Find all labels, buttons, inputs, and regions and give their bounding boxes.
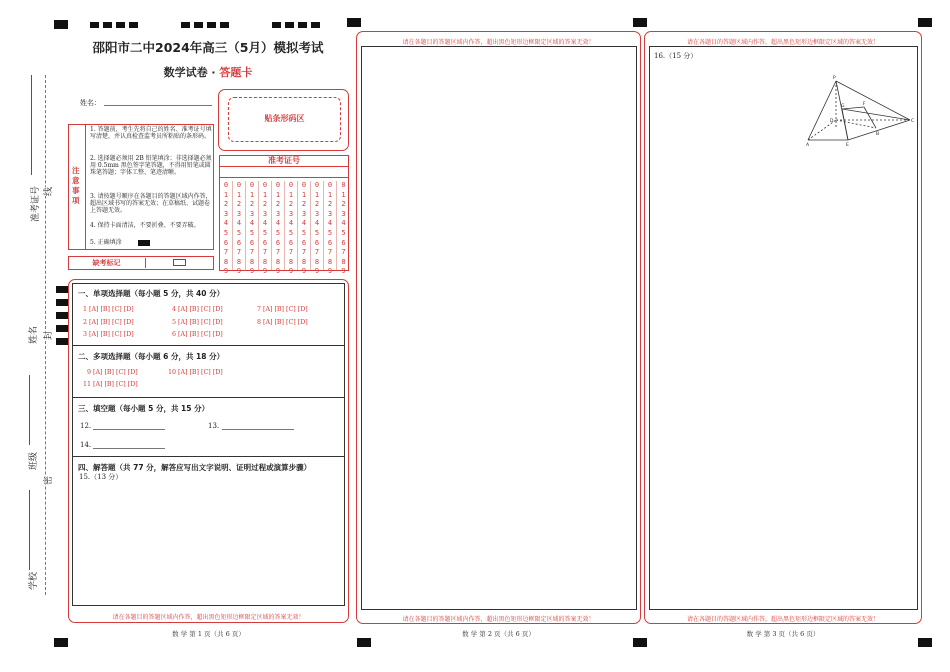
- q3-options[interactable]: 3 [A] [B] [C] [D]: [83, 331, 134, 338]
- q4-options[interactable]: 4 [A] [B] [C] [D]: [172, 306, 223, 313]
- ticket-digit-bubble[interactable]: 9: [327, 267, 333, 276]
- page2-footer: 数 学 第 2 页（共 6 页）: [462, 630, 535, 638]
- timing-mark: [207, 22, 216, 28]
- page3-warning-bottom: 请在各题目的答题区域内作答，超出黑色矩形边框限定区域的答案无效！: [686, 616, 879, 623]
- ticket-digit-bubble[interactable]: 3: [223, 209, 229, 218]
- ticket-digit-bubble[interactable]: 4: [314, 219, 320, 228]
- ticket-digit-bubble[interactable]: 0: [275, 181, 281, 189]
- absent-bubble[interactable]: [173, 259, 186, 266]
- ticket-digit-bubble[interactable]: 1: [262, 190, 268, 199]
- notice-title: 注意事项: [72, 166, 80, 205]
- ticket-digit-bubble[interactable]: 6: [275, 238, 281, 247]
- q10-options[interactable]: 10 [A] [B] [C] [D]: [168, 369, 223, 376]
- ticket-digit-bubble[interactable]: 5: [223, 228, 229, 237]
- q13-blank[interactable]: [222, 429, 294, 430]
- absent-label: 缺考标记: [68, 258, 146, 268]
- ticket-digit-bubble[interactable]: 9: [301, 267, 307, 276]
- ticket-digit-bubble[interactable]: 2: [262, 200, 268, 209]
- page2-warning-top: 请在各题目的答题区域内作答，超出黑色矩形边框限定区域的答案无效！: [402, 39, 595, 46]
- timing-mark: [103, 22, 112, 28]
- point-label-e: E: [846, 143, 849, 148]
- ticket-digit-bubble[interactable]: 8: [341, 257, 346, 266]
- timing-mark: [311, 22, 320, 28]
- ticket-digit-bubble[interactable]: 7: [327, 248, 333, 257]
- ticket-digit-bubble[interactable]: 1: [341, 190, 346, 199]
- point-label-f: F: [863, 102, 866, 107]
- timing-mark: [272, 22, 281, 28]
- margin-seal-char: 封: [41, 331, 54, 340]
- ticket-digit-bubble[interactable]: 5: [301, 228, 307, 237]
- timing-mark: [194, 22, 203, 28]
- ticket-digit-bubble[interactable]: 8: [327, 257, 333, 266]
- ticket-digit-bubble[interactable]: 6: [236, 238, 242, 247]
- ticket-digit-bubble[interactable]: 4: [236, 219, 242, 228]
- ticket-digit-bubble[interactable]: 2: [314, 200, 320, 209]
- q16-label: 16.（15 分）: [654, 52, 698, 60]
- section1-title: 一、单项选择题（每小题 5 分，共 40 分）: [78, 289, 225, 298]
- ticket-digit-bubble[interactable]: 7: [314, 248, 320, 257]
- ticket-digit-bubble[interactable]: 4: [223, 219, 229, 228]
- ticket-digit-bubble[interactable]: 0: [262, 181, 268, 189]
- q15-label: 15.（13 分）: [79, 473, 123, 481]
- ticket-digit-bubble[interactable]: 7: [223, 248, 229, 257]
- page3-footer: 数 学 第 3 页（共 6 页）: [746, 630, 820, 638]
- ticket-digit-bubble[interactable]: 8: [301, 257, 307, 266]
- q7-options[interactable]: 7 [A] [B] [C] [D]: [257, 306, 308, 313]
- ticket-digit-bubble[interactable]: 0: [223, 181, 229, 189]
- ticket-digit-bubble[interactable]: 3: [249, 209, 255, 218]
- ticket-digit-bubble[interactable]: 7: [275, 248, 281, 257]
- barcode-label: 贴条形码区: [264, 114, 305, 123]
- ticket-digit-bubble[interactable]: 7: [301, 248, 307, 257]
- ticket-digit-column[interactable]: [272, 181, 285, 276]
- ticket-digit-bubble[interactable]: 0: [236, 181, 242, 189]
- ticket-digit-column[interactable]: [220, 181, 233, 276]
- margin-class-line: [29, 375, 30, 445]
- ticket-digit-bubble[interactable]: 5: [249, 228, 255, 237]
- ticket-digit-bubble[interactable]: 8: [249, 257, 255, 266]
- ticket-digit-bubble[interactable]: 7: [262, 248, 268, 257]
- ticket-digit-bubble[interactable]: 3: [236, 209, 242, 218]
- section3-title: 三、填空题（每小题 5 分，共 15 分）: [78, 404, 210, 413]
- q6-options[interactable]: 6 [A] [B] [C] [D]: [172, 331, 223, 338]
- timing-mark: [54, 20, 68, 29]
- subtitle-red: 答题卡: [219, 66, 253, 79]
- q14-blank[interactable]: [93, 448, 165, 449]
- timing-mark: [129, 22, 138, 28]
- timing-mark: [54, 638, 68, 647]
- point-label-a: A: [806, 143, 810, 148]
- ticket-digit-bubble[interactable]: 4: [341, 219, 346, 228]
- ticket-digit-bubble[interactable]: 0: [301, 181, 307, 189]
- ticket-digit-bubble[interactable]: 6: [341, 238, 346, 247]
- point-label-c: C: [911, 119, 915, 124]
- ticket-digit-bubble[interactable]: 5: [275, 228, 281, 237]
- ticket-digit-bubble[interactable]: 6: [301, 238, 307, 247]
- q8-options[interactable]: 8 [A] [B] [C] [D]: [257, 319, 308, 326]
- ticket-digit-bubble[interactable]: 5: [341, 228, 346, 237]
- ticket-digit-bubble[interactable]: 1: [275, 190, 281, 199]
- timing-mark: [90, 22, 99, 28]
- page1-footer: 数 学 第 1 页（共 6 页）: [172, 630, 245, 638]
- page3-warning-top: 请在各题目的答题区域内作答，超出黑色矩形边框限定区域的答案无效！: [686, 39, 879, 46]
- notice-item-2: 2. 选择题必须用 2B 铅笔填涂；非选择题必须用 0.5mm 黑色签字笔答题，不得用铅笔或圆珠笔答题；字体工整、笔迹清晰。: [90, 155, 212, 176]
- ticket-digit-bubble[interactable]: 3: [288, 209, 294, 218]
- ticket-digit-bubble[interactable]: 4: [275, 219, 281, 228]
- ticket-digit-bubble[interactable]: 2: [327, 200, 333, 209]
- ticket-digit-bubble[interactable]: 1: [223, 190, 229, 199]
- margin-line-char: 线: [41, 187, 54, 196]
- ticket-digit-bubble[interactable]: 3: [301, 209, 307, 218]
- margin-school-line: [29, 490, 30, 570]
- ticket-digit-bubble[interactable]: 1: [314, 190, 320, 199]
- ticket-digit-bubble[interactable]: 8: [236, 257, 242, 266]
- timing-mark: [918, 638, 932, 647]
- ticket-digit-bubble[interactable]: 2: [275, 200, 281, 209]
- point-label-b: B: [876, 132, 880, 137]
- ticket-digit-bubble[interactable]: 2: [249, 200, 255, 209]
- timing-mark: [357, 638, 371, 647]
- name-field[interactable]: [104, 105, 212, 106]
- ticket-digit-bubble[interactable]: 2: [341, 200, 346, 209]
- ticket-digit-bubble[interactable]: 3: [327, 209, 333, 218]
- ticket-digit-bubble[interactable]: 7: [288, 248, 294, 257]
- notice-item-4: 4. 保持卡面清洁，不要折叠、不要弄破。: [90, 222, 200, 229]
- ticket-digit-bubble[interactable]: 9: [236, 267, 242, 276]
- point-label-g: G: [841, 104, 845, 109]
- ticket-digit-bubble[interactable]: 6: [262, 238, 268, 247]
- ticket-digit-bubble[interactable]: 5: [288, 228, 294, 237]
- ticket-digit-column[interactable]: [233, 181, 246, 276]
- point-label-d: D: [830, 119, 834, 124]
- ticket-digit-bubble[interactable]: 9: [341, 267, 346, 276]
- margin-secret-char: 密: [41, 476, 54, 485]
- point-label-p: P: [833, 76, 836, 81]
- ticket-write-row[interactable]: [219, 166, 349, 178]
- ticket-digit-bubble[interactable]: 8: [275, 257, 281, 266]
- ticket-digit-bubble[interactable]: 5: [327, 228, 333, 237]
- section2-title: 二、多项选择题（每小题 6 分，共 18 分）: [78, 352, 225, 361]
- margin-name-label: 姓名: [29, 325, 39, 344]
- ticket-digit-bubble[interactable]: 3: [341, 209, 346, 218]
- ticket-digit-bubble[interactable]: 9: [288, 267, 294, 276]
- ticket-digit-bubble[interactable]: 0: [288, 181, 294, 189]
- ticket-digit-bubble[interactable]: 0: [327, 181, 333, 189]
- notice-item-5: 5. 正确填涂: [90, 239, 122, 246]
- q5-options[interactable]: 5 [A] [B] [C] [D]: [172, 319, 223, 326]
- timing-mark: [633, 18, 647, 27]
- q15-answer-area[interactable]: [74, 484, 343, 604]
- ticket-digit-column[interactable]: [324, 181, 337, 276]
- ticket-digit-bubble[interactable]: 3: [314, 209, 320, 218]
- ticket-digit-bubble[interactable]: 6: [327, 238, 333, 247]
- ticket-digit-bubble[interactable]: 1: [327, 190, 333, 199]
- timing-mark: [298, 22, 307, 28]
- ticket-digit-bubble[interactable]: 1: [288, 190, 294, 199]
- timing-mark: [220, 22, 229, 28]
- ticket-title: 准考证号: [219, 155, 349, 167]
- timing-mark: [116, 22, 125, 28]
- ticket-digit-bubble[interactable]: 2: [236, 200, 242, 209]
- ticket-digit-bubble[interactable]: 0: [341, 181, 346, 189]
- ticket-digit-bubble[interactable]: 9: [262, 267, 268, 276]
- ticket-digit-bubble[interactable]: 7: [236, 248, 242, 257]
- q12-blank[interactable]: [93, 429, 165, 430]
- ticket-digit-bubble[interactable]: 8: [288, 257, 294, 266]
- page2-answer-box[interactable]: [361, 46, 637, 610]
- ticket-digit-bubble[interactable]: 4: [327, 219, 333, 228]
- ticket-digit-bubble[interactable]: 9: [314, 267, 320, 276]
- exam-title: 邵阳市二中2024年高三（5月）模拟考试: [92, 40, 324, 55]
- ticket-digit-bubble[interactable]: 3: [275, 209, 281, 218]
- ticket-digit-column[interactable]: [337, 181, 350, 276]
- timing-mark: [181, 22, 190, 28]
- q9-options[interactable]: 9 [A] [B] [C] [D]: [87, 369, 138, 376]
- ticket-digit-bubble[interactable]: 8: [223, 257, 229, 266]
- ticket-digit-bubble[interactable]: 4: [249, 219, 255, 228]
- ticket-digit-column[interactable]: [311, 181, 324, 276]
- timing-mark: [285, 22, 294, 28]
- ticket-digit-column[interactable]: [259, 181, 272, 276]
- ticket-digit-bubble[interactable]: 4: [288, 219, 294, 228]
- notice-item-3: 3. 请按题号顺序在各题目的答题区域内作答，超出区域书写的答案无效；在草稿纸、试题卷上答题无效。: [90, 193, 212, 214]
- ticket-digit-column[interactable]: [298, 181, 311, 276]
- filled-bubble-example: [138, 240, 150, 246]
- ticket-digit-bubble[interactable]: 9: [249, 267, 255, 276]
- margin-ticket-line: [31, 75, 32, 175]
- ticket-digit-bubble[interactable]: 1: [236, 190, 242, 199]
- ticket-digit-bubble[interactable]: 6: [249, 238, 255, 247]
- ticket-digit-bubble[interactable]: 5: [262, 228, 268, 237]
- q12-label: 12.: [80, 422, 92, 430]
- ticket-digit-bubble[interactable]: 9: [223, 267, 229, 276]
- ticket-digit-bubble[interactable]: 6: [223, 238, 229, 247]
- ticket-digit-bubble[interactable]: 2: [301, 200, 307, 209]
- q14-label: 14.: [80, 441, 92, 449]
- ticket-digit-bubble[interactable]: 1: [301, 190, 307, 199]
- timing-mark: [918, 18, 932, 27]
- answer-sheet-subtitle: [88, 64, 328, 80]
- ticket-digit-bubble[interactable]: 8: [314, 257, 320, 266]
- ticket-digit-bubble[interactable]: 9: [275, 267, 281, 276]
- ticket-digit-bubble[interactable]: 0: [249, 181, 255, 189]
- ticket-digit-bubble[interactable]: 3: [262, 209, 268, 218]
- notice-box: [68, 124, 214, 250]
- ticket-digit-column[interactable]: [246, 181, 259, 276]
- ticket-digit-column[interactable]: [285, 181, 298, 276]
- ticket-digit-bubble[interactable]: 5: [236, 228, 242, 237]
- page2-warning-bottom: 请在各题目的答题区域内作答，超出黑色矩形边框限定区域的答案无效！: [402, 616, 595, 623]
- q2-options[interactable]: 2 [A] [B] [C] [D]: [83, 319, 134, 326]
- margin-school-label: 学校: [29, 571, 39, 590]
- divider: [72, 456, 345, 457]
- ticket-digit-bubble[interactable]: 0: [314, 181, 320, 189]
- ticket-digit-bubble[interactable]: 1: [249, 190, 255, 199]
- section4-title: 四、解答题（共 77 分，解答应写出文字说明、证明过程或演算步骤）: [78, 463, 312, 472]
- ticket-digit-bubble[interactable]: 7: [341, 248, 346, 257]
- ticket-digit-bubble[interactable]: 4: [262, 219, 268, 228]
- ticket-digit-bubble[interactable]: 2: [288, 200, 294, 209]
- q13-label: 13.: [208, 422, 220, 430]
- ticket-digit-bubble[interactable]: 6: [314, 238, 320, 247]
- notice-item-1: 1. 答题前，考生先将自己的姓名、准考证号填写清楚，并认真检查监考员所粘贴的条形码。: [90, 126, 212, 140]
- name-label: 姓名：: [80, 99, 101, 107]
- divider: [72, 345, 345, 346]
- q11-options[interactable]: 11 [A] [B] [C] [D]: [83, 381, 138, 388]
- ticket-digit-bubble[interactable]: 5: [314, 228, 320, 237]
- geometry-figure: [800, 72, 918, 152]
- ticket-digit-bubble[interactable]: 7: [249, 248, 255, 257]
- ticket-digit-bubble[interactable]: 4: [301, 219, 307, 228]
- subtitle-main: 数学试卷 ·: [163, 66, 220, 79]
- timing-mark: [347, 18, 361, 27]
- ticket-digit-bubble[interactable]: 6: [288, 238, 294, 247]
- q1-options[interactable]: 1 [A] [B] [C] [D]: [83, 306, 134, 313]
- margin-ticket-label: 准考证号: [31, 185, 41, 222]
- ticket-digit-bubble[interactable]: 8: [262, 257, 268, 266]
- ticket-digit-bubble[interactable]: 2: [223, 200, 229, 209]
- divider: [72, 397, 345, 398]
- margin-class-label: 班级: [29, 451, 39, 470]
- page1-warning: 请在各题目的答题区域内作答，超出黑色矩形边框限定区域的答案无效！: [112, 614, 305, 621]
- timing-mark: [633, 638, 647, 647]
